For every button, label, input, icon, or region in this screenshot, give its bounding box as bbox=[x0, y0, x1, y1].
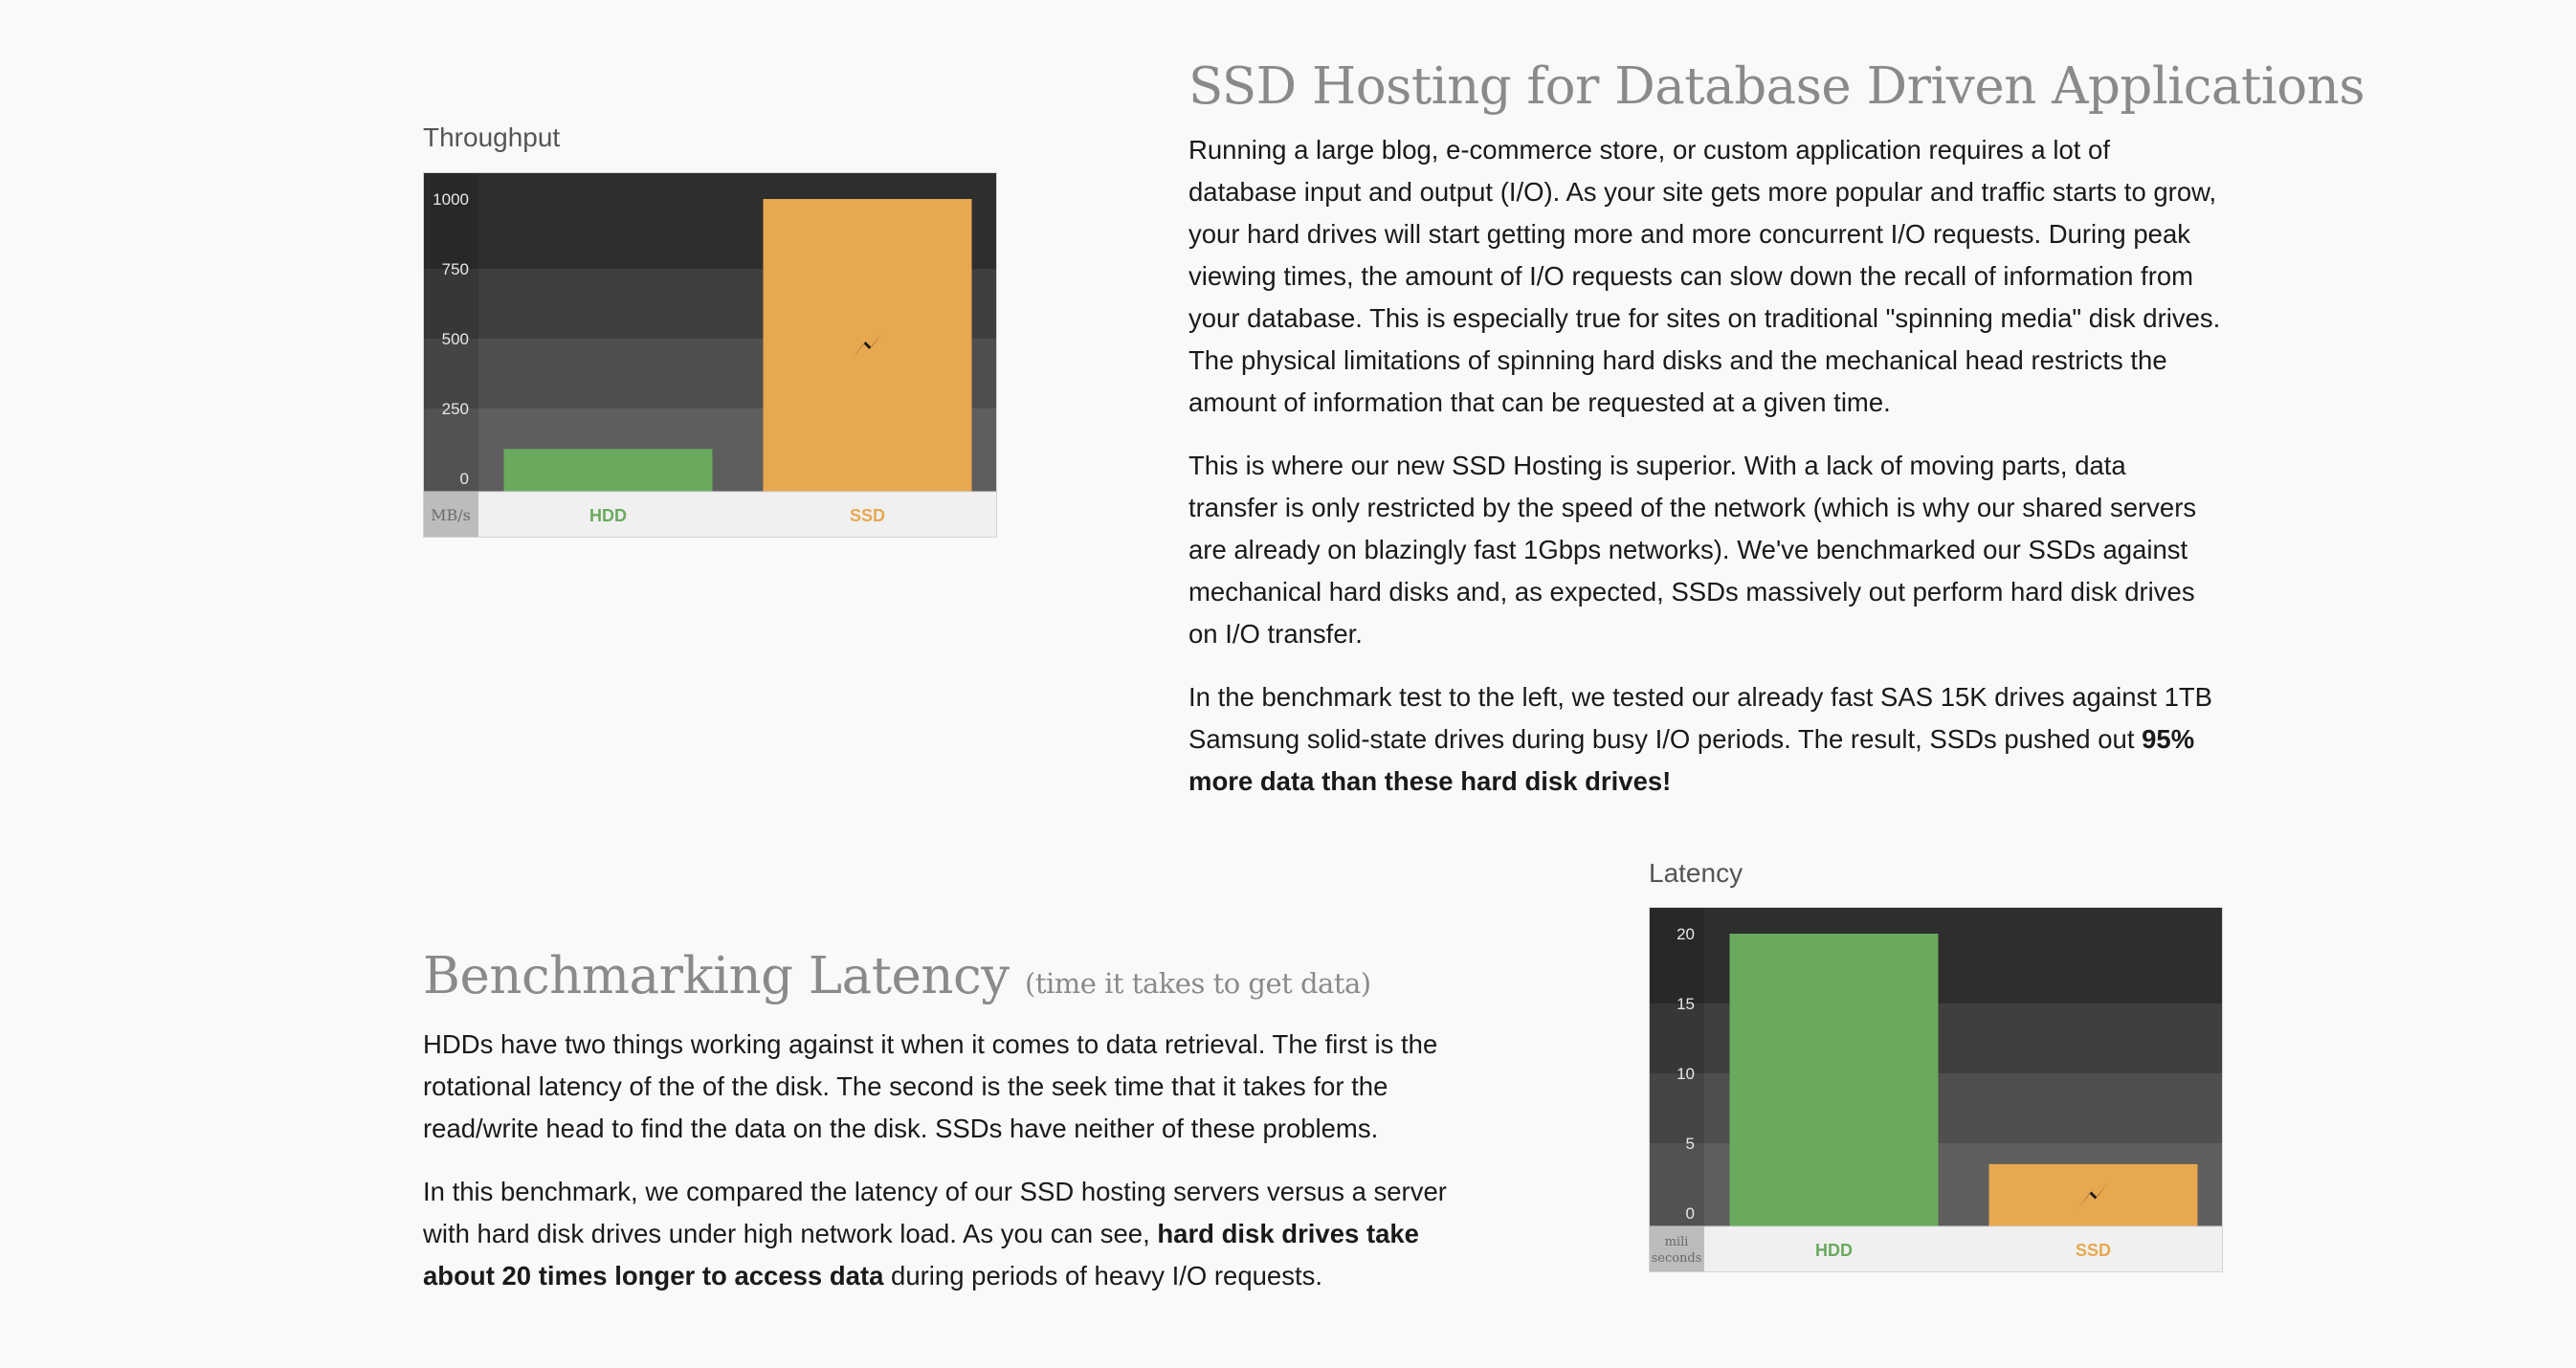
throughput-chart-title: Throughput bbox=[423, 122, 561, 152]
bar-hdd bbox=[504, 449, 713, 492]
y-tick-label: 500 bbox=[441, 330, 469, 348]
category-label: HDD bbox=[1815, 1241, 1853, 1260]
section1-paragraph bbox=[1188, 676, 2222, 803]
paragraph-text: This is where our new SSD Hosting is superior. With a lack of moving parts, data transfer is only restricted by the speed of the network (which is why our shared servers are already on blazingly fast 1Gbps networks). We've benchmarked our SSDs against mechanical hard disks and, as expected, SSDs massively out perform hard disk drives on I/O transfer. bbox=[1188, 451, 2197, 649]
section2-heading bbox=[423, 947, 1371, 1005]
section1-paragraph bbox=[1188, 445, 2222, 655]
section2-heading-sub: (time it takes to get data) bbox=[1025, 967, 1371, 1000]
paragraph-text: Running a large blog, e-commerce store, or custom application requires a lot of database input and output (I/O). As your site gets more popular and traffic starts to grow, your hard drives will start getting more and more concurrent I/O requests. During peak viewing times, the amount of I/O requests can slow down the recall of information from your database. This is especially true for sites on traditional "spinning media" disk drives. The physical limitations of spinning hard disks and the mechanical head restricts the amount of information that can be requested at a given time. bbox=[1188, 135, 2221, 417]
y-tick-label: 750 bbox=[441, 260, 469, 278]
y-tick-label: 20 bbox=[1677, 925, 1695, 943]
paragraph-text: In the benchmark test to the left, we tested our already fast SAS 15K drives against 1TB Samsung solid-state drives during busy I/O periods. The result, SSDs pushed out bbox=[1188, 682, 2213, 754]
y-tick-label: 0 bbox=[1685, 1204, 1695, 1223]
paragraph-text: during periods of heavy I/O requests. bbox=[883, 1261, 1323, 1291]
y-tick-label: 15 bbox=[1677, 995, 1695, 1013]
category-label: HDD bbox=[589, 506, 627, 525]
unit-label: mili bbox=[1664, 1235, 1689, 1249]
category-strip bbox=[1649, 1226, 2223, 1272]
y-tick-label: 5 bbox=[1685, 1135, 1695, 1153]
emphasis-text: 95% more data than these hard disk drives! bbox=[1188, 724, 2195, 796]
latency-chart-title: Latency bbox=[1649, 858, 1743, 888]
section1-heading: SSD Hosting for Database Driven Applications bbox=[1188, 57, 2365, 116]
y-tick-label: 10 bbox=[1677, 1065, 1695, 1083]
category-label: SSD bbox=[849, 506, 886, 525]
y-tick-label: 0 bbox=[459, 470, 469, 488]
unit-label: MB/s bbox=[431, 506, 471, 524]
section2-paragraph bbox=[423, 1171, 1456, 1297]
unit-label: seconds bbox=[1651, 1251, 1702, 1266]
section1-paragraph bbox=[1188, 129, 2222, 424]
paragraph-text: In this benchmark, we compared the latency of our SSD hosting servers versus a server with hard disk drives under high network load. As you can see, bbox=[423, 1177, 1447, 1248]
y-tick-label: 1000 bbox=[433, 190, 469, 209]
section2-body bbox=[423, 1024, 1456, 1297]
section2-heading-main: Benchmarking Latency bbox=[423, 947, 1010, 1005]
y-tick-label: 250 bbox=[441, 400, 469, 418]
category-strip bbox=[423, 492, 997, 538]
bar-hdd bbox=[1730, 934, 1939, 1226]
category-label: SSD bbox=[2075, 1241, 2112, 1260]
section1-body bbox=[1188, 129, 2222, 803]
section2-paragraph bbox=[423, 1024, 1456, 1150]
latency-chart bbox=[1649, 907, 2223, 1272]
throughput-chart bbox=[423, 172, 997, 538]
emphasis-text: hard disk drives take about 20 times longer to access data bbox=[423, 1219, 1419, 1291]
paragraph-text: HDDs have two things working against it when it comes to data retrieval. The first is the rotational latency of the of the disk. The second is the seek time that it takes for the read/write head to find the data on the disk. SSDs have neither of these problems. bbox=[423, 1029, 1438, 1143]
